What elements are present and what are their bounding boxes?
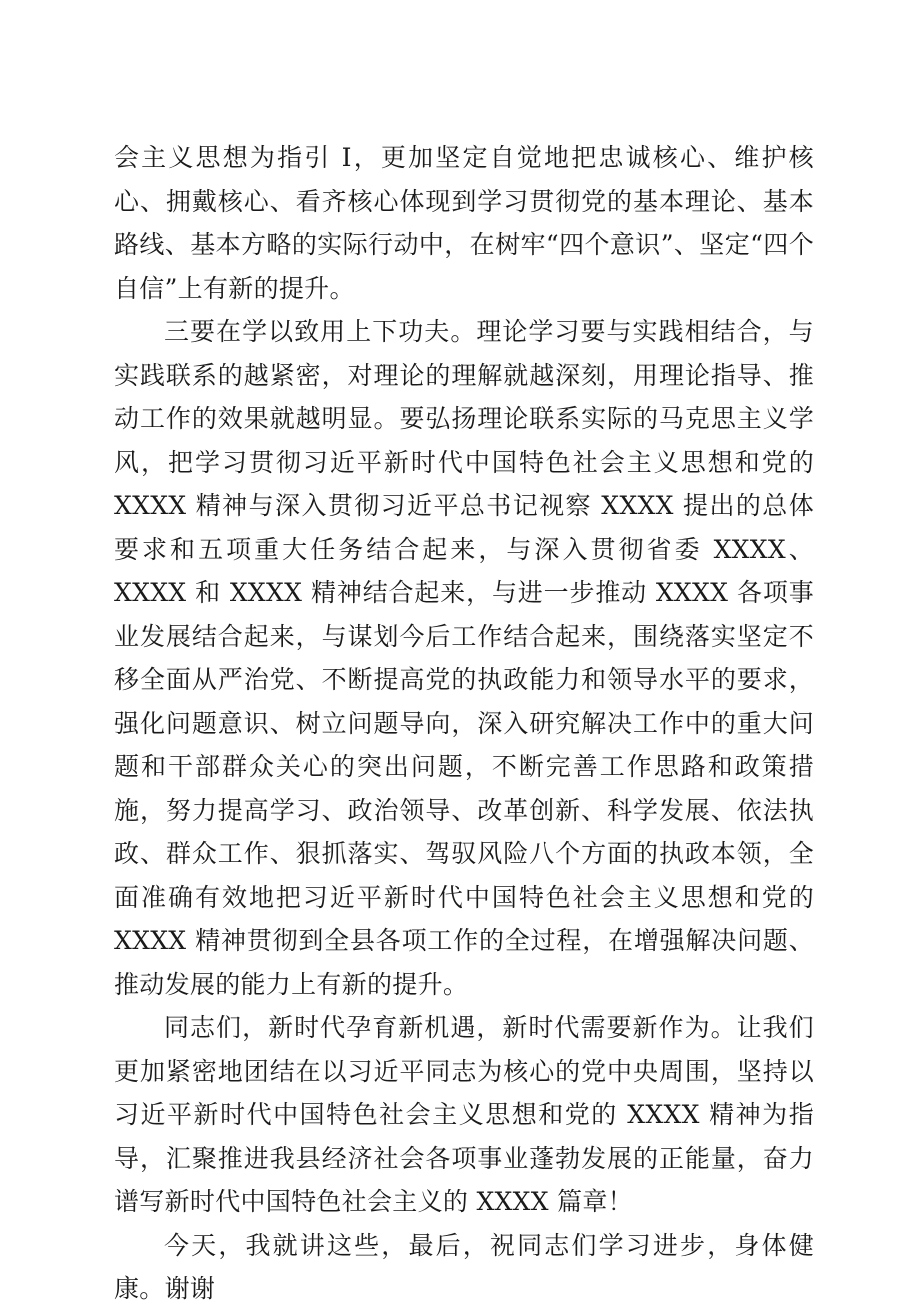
paragraph-continued: 会主义思想为指引 I，更加坚定自觉地把忠诚核心、维护核心、拥戴核心、看齐核心体现到学习贯彻党的基本理论、基本路线、基本方略的实际行动中，在树牢“四个意识”、坚定“四个自信”上有新的提升。	[114, 143, 814, 303]
paragraph-closing-call: 同志们，新时代孕育新机遇，新时代需要新作为。让我们更加紧密地团结在以习近平同志为核心的党中央周围，坚持以习近平新时代中国特色社会主义思想和党的 XXXX 精神为指导，汇聚推进我县经济社会各项事业蓬勃发展的正能量，奋力谱写新时代中国特色社会主义的 XXXX 篇章！	[114, 1013, 814, 1216]
paragraph-thanks: 今天，我就讲这些，最后，祝同志们学习进步，身体健康。谢谢	[114, 1230, 814, 1303]
paragraph-third-requirement: 三要在学以致用上下功夫。理论学习要与实践相结合，与实践联系的越紧密，对理论的理解就越深刻，用理论指导、推动工作的效果就越明显。要弘扬理论联系实际的马克思主义学风，把学习贯彻习近平新时代中国特色社会主义思想和党的 XXXX 精神与深入贯彻习近平总书记视察 XXXX 提出的总体要求和五项重大任务结合起来，与深入贯彻省委 XXXX、XXXX 和 XXXX 精神结合起来，与进一步推动 XXXX 各项事业发展结合起来，与谋划今后工作结合起来，围绕落实坚定不移全面从严治党、不断提高党的执政能力和领导水平的要求，强化问题意识、树立问题导向，深入研究解决工作中的重大问题和干部群众关心的突出问题，不断完善工作思路和政策措施，努力提高学习、政治领导、改革创新、科学发展、依法执政、群众工作、狠抓落实、驾驭风险八个方面的执政本领，全面准确有效地把习近平新时代中国特色社会主义思想和党的 XXXX 精神贯彻到全县各项工作的全过程，在增强解决问题、推动发展的能力上有新的提升。	[114, 317, 814, 999]
body-text	[114, 136, 814, 1311]
